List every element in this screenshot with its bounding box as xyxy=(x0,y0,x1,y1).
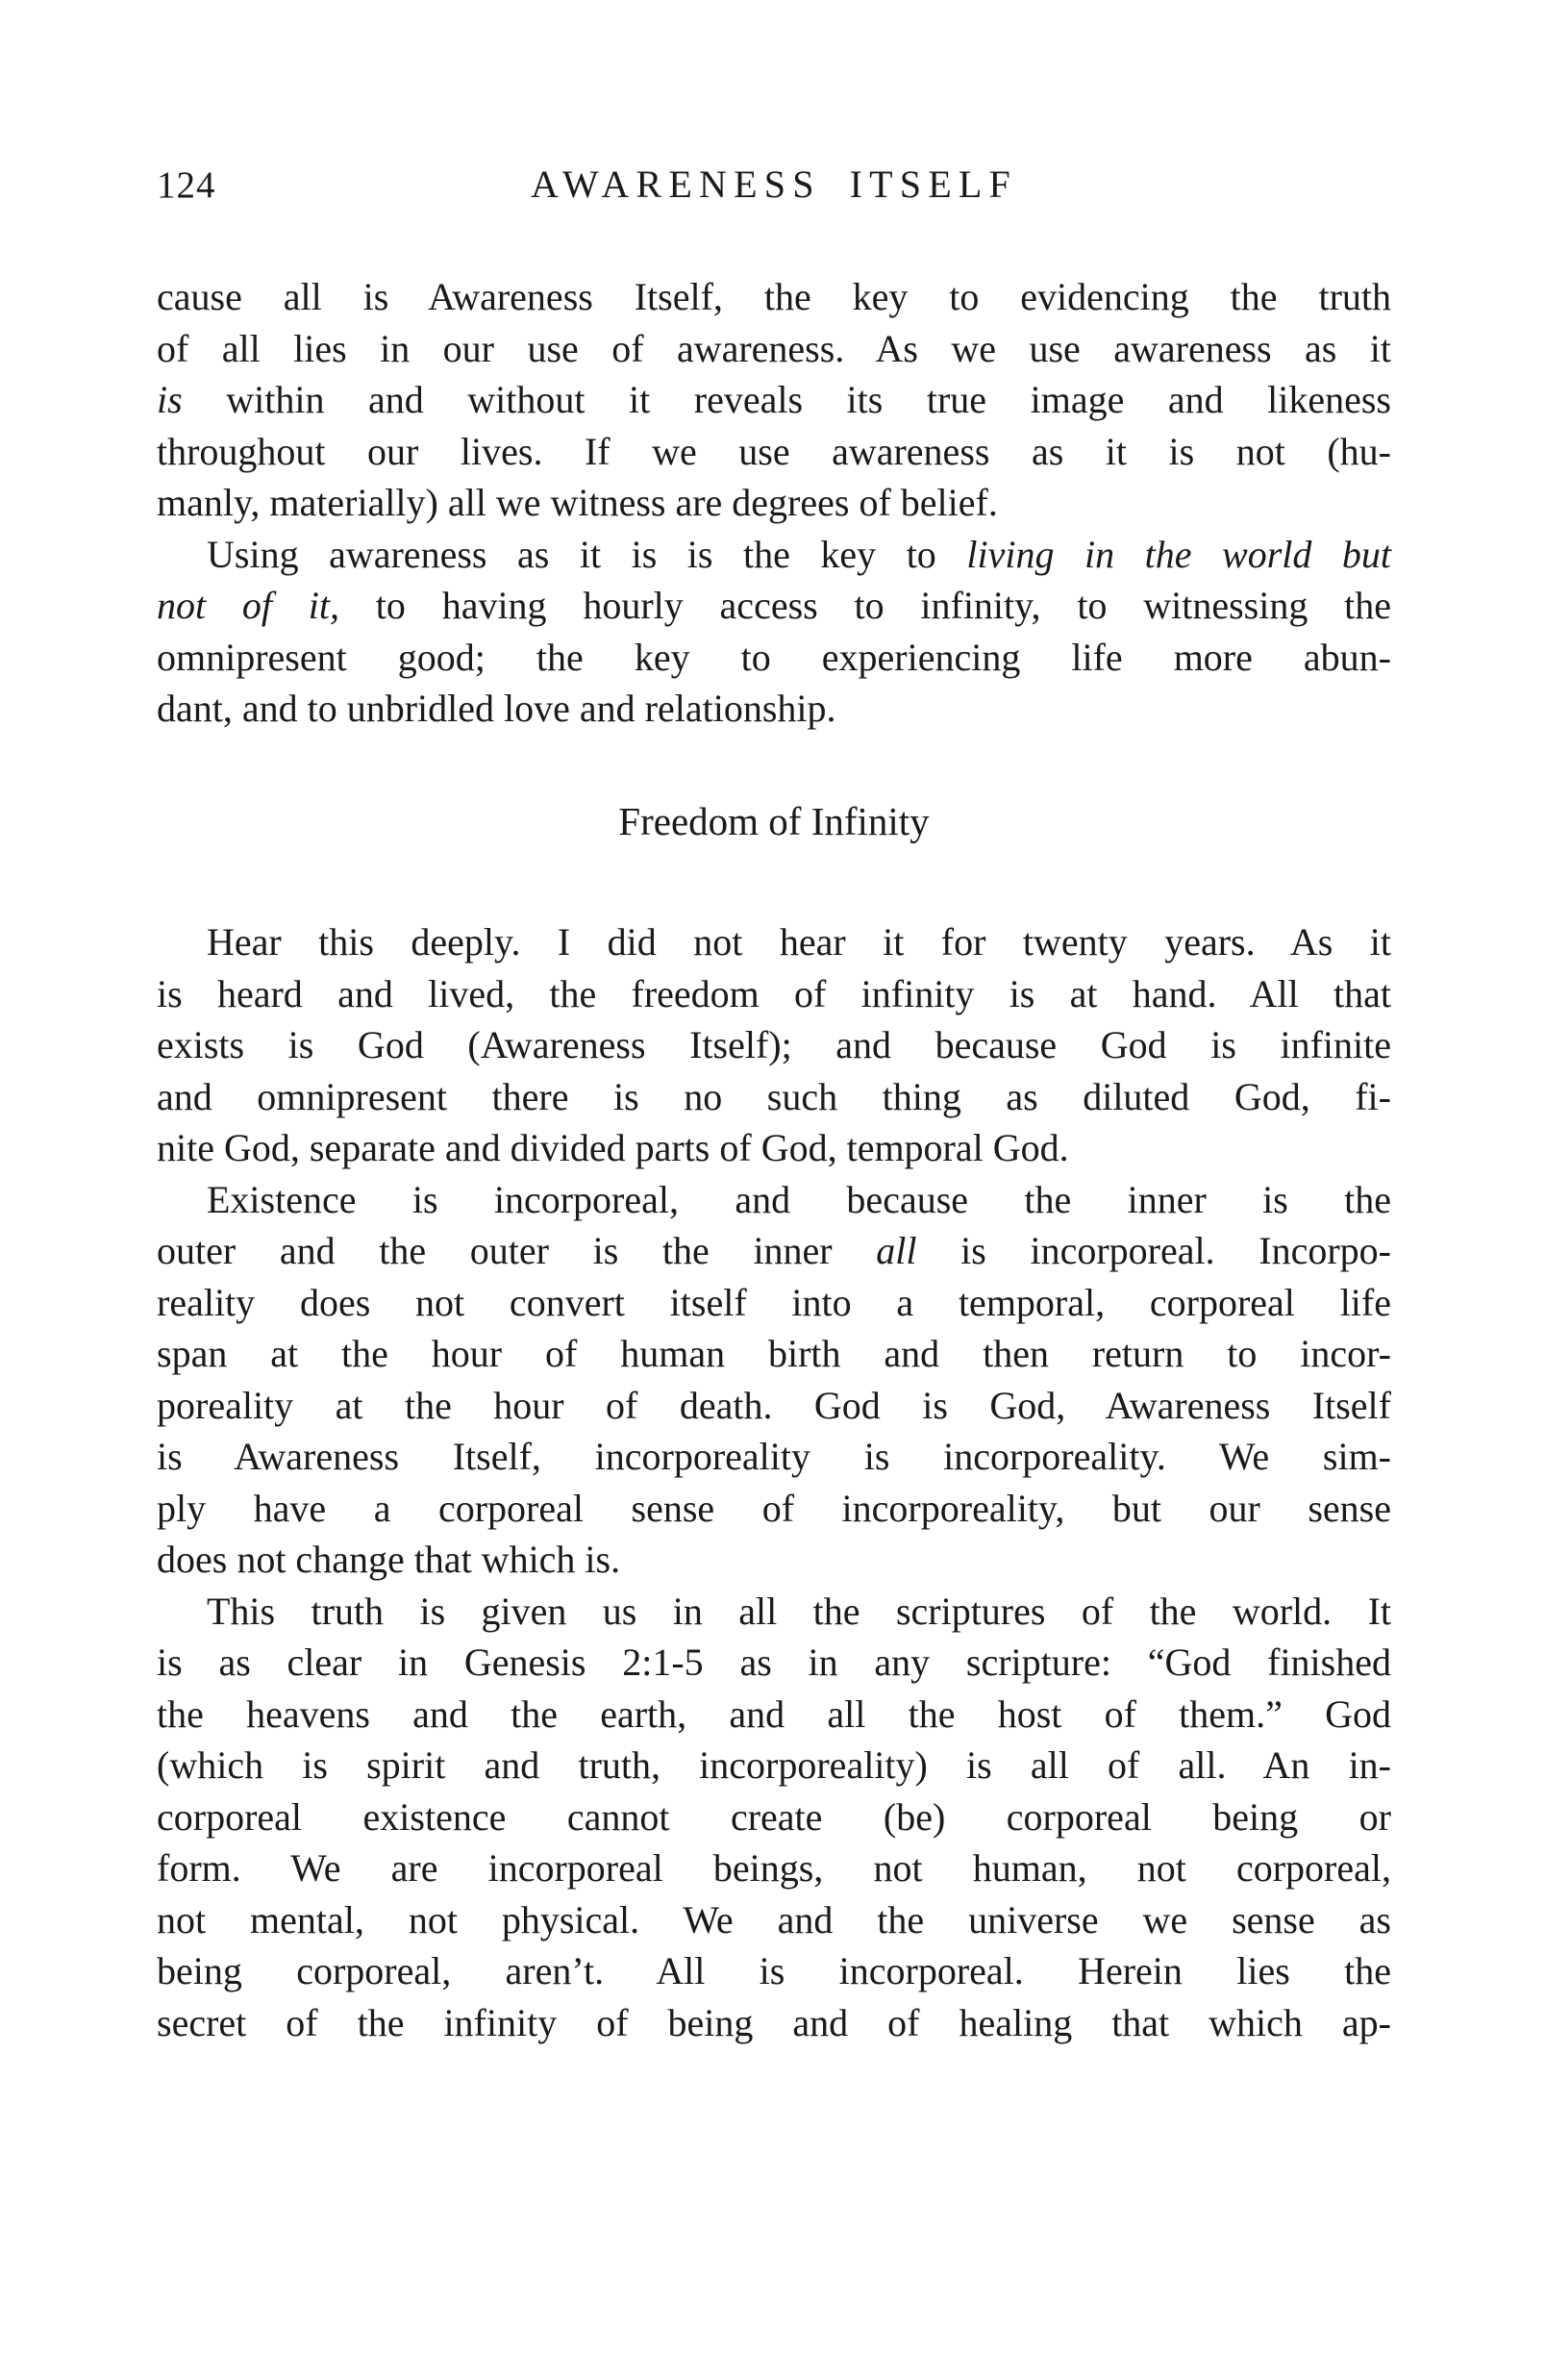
running-title: AWARENESS ITSELF xyxy=(531,163,1017,206)
body-line xyxy=(157,477,1391,529)
text-run: reality does not convert itself into a temporal, corporeal life xyxy=(157,1280,1391,1324)
body-line xyxy=(157,1637,1391,1689)
body-line xyxy=(157,323,1391,375)
body-line xyxy=(157,683,1391,735)
body-line xyxy=(157,1328,1391,1380)
body-line xyxy=(157,1019,1391,1071)
body-line xyxy=(157,1174,1391,1226)
text-run: secret of the infinity of being and of healing that which ap- xyxy=(157,2000,1391,2044)
text-run: does not change that which is. xyxy=(157,1538,621,1581)
text-run: Using awareness as it is is the key to xyxy=(207,532,967,576)
body-line xyxy=(157,1071,1391,1123)
body-line xyxy=(157,1380,1391,1432)
text-run: This truth is given us in all the scriptures of the world. It xyxy=(207,1589,1391,1633)
italic-text-run: is xyxy=(157,378,183,421)
text-run: and omnipresent there is no such thing as diluted God, fi- xyxy=(157,1074,1391,1118)
body-line xyxy=(157,374,1391,426)
body-line xyxy=(157,529,1391,581)
text-run: the heavens and the earth, and all the host of them.” God xyxy=(157,1691,1391,1736)
body-line xyxy=(157,632,1391,684)
body-text-block xyxy=(157,271,1391,2048)
paragraph xyxy=(157,529,1391,735)
body-line xyxy=(157,580,1391,632)
text-run: Hear this deeply. I did not hear it for twenty years. As it xyxy=(207,920,1391,964)
body-line xyxy=(157,1225,1391,1277)
text-run: dant, and to unbridled love and relationship. xyxy=(157,687,836,730)
section-heading: Freedom of Infinity xyxy=(618,798,930,843)
paragraph xyxy=(157,271,1391,529)
text-run: span at the hour of human birth and then return to incor- xyxy=(157,1332,1391,1375)
body-line xyxy=(157,916,1391,968)
text-run: within and without it reveals its true image and likeness xyxy=(182,378,1391,421)
page-header xyxy=(157,162,1391,210)
body-line xyxy=(157,1945,1391,1997)
text-run: (which is spirit and truth, incorporeality) is all of all. An in- xyxy=(157,1743,1391,1787)
body-line xyxy=(157,1483,1391,1535)
text-run: not mental, not physical. We and the universe we sense as xyxy=(157,1897,1391,1942)
body-line xyxy=(157,1534,1391,1586)
text-run: is incorporeal. Incorpo- xyxy=(916,1229,1391,1272)
body-line xyxy=(157,1740,1391,1791)
text-run: form. We are incorporeal beings, not human, not corporeal, xyxy=(157,1846,1391,1890)
text-run: being corporeal, aren’t. All is incorporeal. Herein lies the xyxy=(157,1949,1391,1992)
text-run: to having hourly access to infinity, to witnessing the xyxy=(339,584,1391,627)
text-run: omnipresent good; the key to experiencing life more abun- xyxy=(157,635,1391,679)
text-run: Existence is incorporeal, and because the inner is the xyxy=(207,1177,1391,1221)
paragraph xyxy=(157,916,1391,1174)
text-run: manly, materially) all we witness are degrees of belief. xyxy=(157,481,998,524)
body-line xyxy=(157,1997,1391,2049)
text-run: ply have a corporeal sense of incorporeality, but our sense xyxy=(157,1486,1391,1530)
text-run: of all lies in our use of awareness. As we use awareness as it xyxy=(157,326,1391,370)
body-line xyxy=(157,271,1391,323)
paragraph xyxy=(157,1586,1391,2049)
body-line xyxy=(157,1431,1391,1483)
text-run: exists is God (Awareness Itself); and because God is infinite xyxy=(157,1023,1391,1066)
text-run: cause all is Awareness Itself, the key to evidencing the truth xyxy=(157,275,1391,318)
body-line xyxy=(157,1791,1391,1843)
italic-text-run: all xyxy=(876,1229,917,1272)
body-line xyxy=(157,968,1391,1020)
text-run: is as clear in Genesis 2:1-5 as in any scripture: “God finished xyxy=(157,1641,1391,1684)
paragraph xyxy=(157,1174,1391,1586)
text-run: corporeal existence cannot create (be) corporeal being or xyxy=(157,1794,1391,1839)
italic-text-run: not of it, xyxy=(157,584,340,627)
text-run: is heard and lived, the freedom of infinity is at hand. All that xyxy=(157,971,1391,1015)
text-run: throughout our lives. If we use awareness as it is not (hu- xyxy=(157,429,1391,473)
body-line xyxy=(157,1842,1391,1894)
page-number: 124 xyxy=(157,164,216,206)
body-line xyxy=(157,1586,1391,1638)
body-line xyxy=(157,1689,1391,1741)
text-run: is Awareness Itself, incorporeality is incorporeality. We sim- xyxy=(157,1435,1391,1478)
text-run: nite God, separate and divided parts of God, temporal God. xyxy=(157,1126,1069,1169)
italic-text-run: living in the world but xyxy=(966,532,1392,576)
body-line xyxy=(157,426,1391,478)
body-line xyxy=(157,1122,1391,1174)
body-line xyxy=(157,1277,1391,1329)
text-run: poreality at the hour of death. God is God, Awareness Itself xyxy=(157,1383,1391,1427)
text-run: outer and the outer is the inner xyxy=(157,1229,877,1272)
body-line xyxy=(157,1894,1391,1946)
